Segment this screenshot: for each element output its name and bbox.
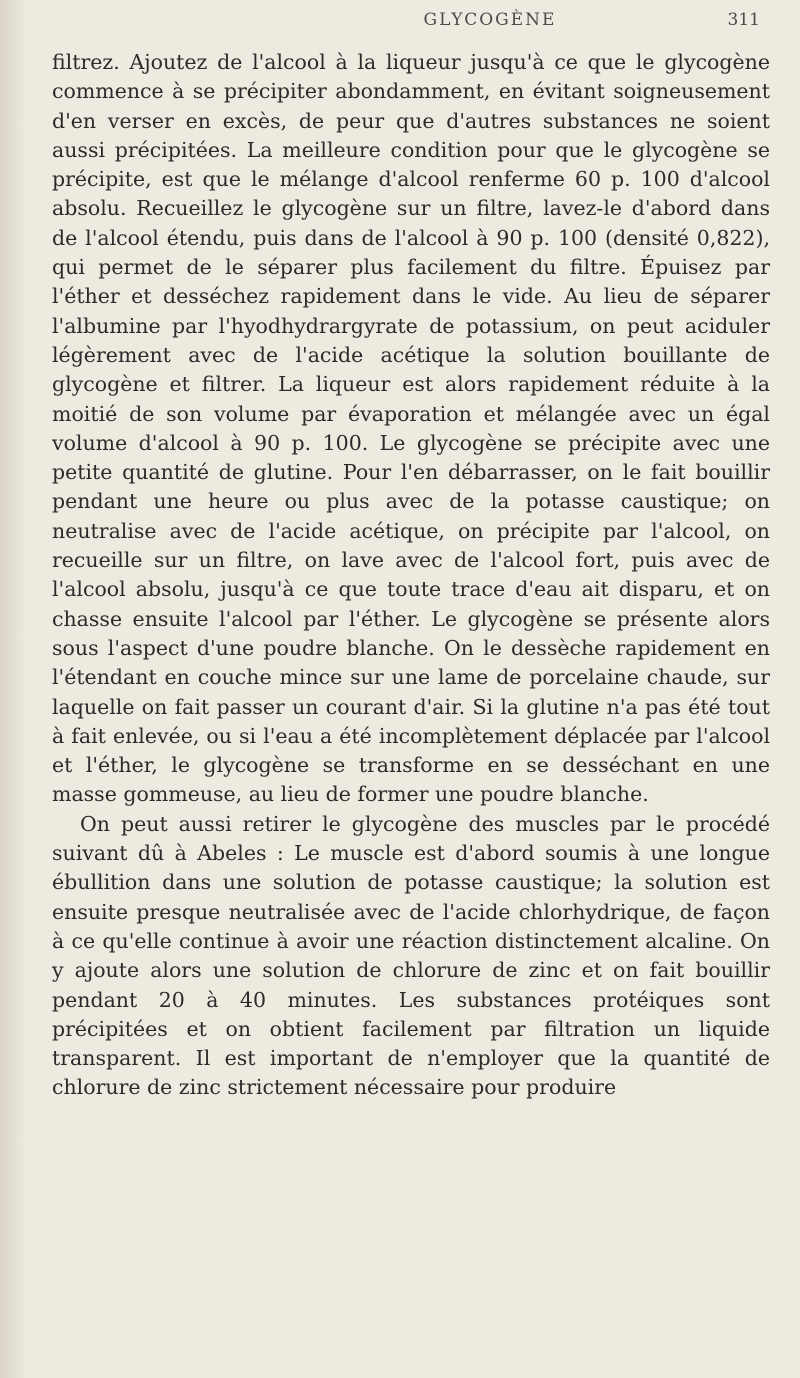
paragraph-2: On peut aussi retirer le glycogène des muscles par le procédé suivant dû à Abeles : Le muscle est d'abord soumis à une longue ébullition dans une solution de potasse caustique; la solution est ensuite presque neutralisée avec de l'acide chlorhydrique, de façon à ce qu'elle continue à avoir une réaction distinctement alcaline. On y ajoute alors une solution de chlorure de zinc et on fait bouillir pendant 20 à 40 minutes. Les substances protéiques sont précipitées et on obtient facilement par filtration un liquide transparent. Il est important de n'employer que la quantité de chlorure de zinc strictement nécessaire pour produire (52, 811, 770, 1100)
paragraph-1: filtrez. Ajoutez de l'alcool à la liqueur jusqu'à ce que le glycogène commence à se précipiter abondamment, en évitant soigneusement d'en verser en excès, de peur que d'autres substances ne soient aussi précipitées. La meilleure condition pour que le glycogène se précipite, est que le mélange d'alcool renferme 60 p. 100 d'alcool absolu. Recueillez le glycogène sur un filtre, lavez-le d'abord dans de l'alcool étendu, puis dans de l'alcool à 90 p. 100 (densité 0,822), qui permet de le séparer plus facilement du filtre. Épuisez par l'éther et desséchez rapidement dans le vide. Au lieu de séparer l'albumine par l'hyodhydrargyrate de potassium, on peut aciduler légèrement avec de l'acide acétique la solution bouillante de glycogène et filtrer. La liqueur est alors rapidement réduite à la moitié de son volume par évaporation et mélangée avec un égal volume d'alcool à 90 p. 100. Le glycogène se précipite avec une petite quantité de glutine. Pour l'en débarrasser, on le fait bouillir pendant une heure ou plus avec de la potasse caustique; on neutralise avec de l'acide acétique, on précipite par l'alcool, on recueille sur un filtre, on lave avec de l'alcool fort, puis avec de l'alcool absolu, jusqu'à ce que toute trace d'eau ait disparu, et on chasse ensuite l'alcool par l'éther. Le glycogène se présente alors sous l'aspect d'une poudre blanche. On le dessèche rapidement en l'étendant en couche mince sur une lame de porcelaine chaude, sur laquelle on fait passer un courant d'air. Si la glutine n'a pas été tout à fait enlevée, ou si l'eau a été incomplètement déplacée par l'alcool et l'éther, le glycogène se transforme en se desséchant en une masse gommeuse, au lieu de former une poudre blanche. (52, 50, 770, 807)
running-head (0, 10, 800, 40)
running-title: GLYCOGÈNE (423, 10, 557, 30)
page-gutter-shadow (0, 0, 26, 1378)
page-number: 311 (727, 10, 760, 30)
text-body (52, 48, 770, 1103)
